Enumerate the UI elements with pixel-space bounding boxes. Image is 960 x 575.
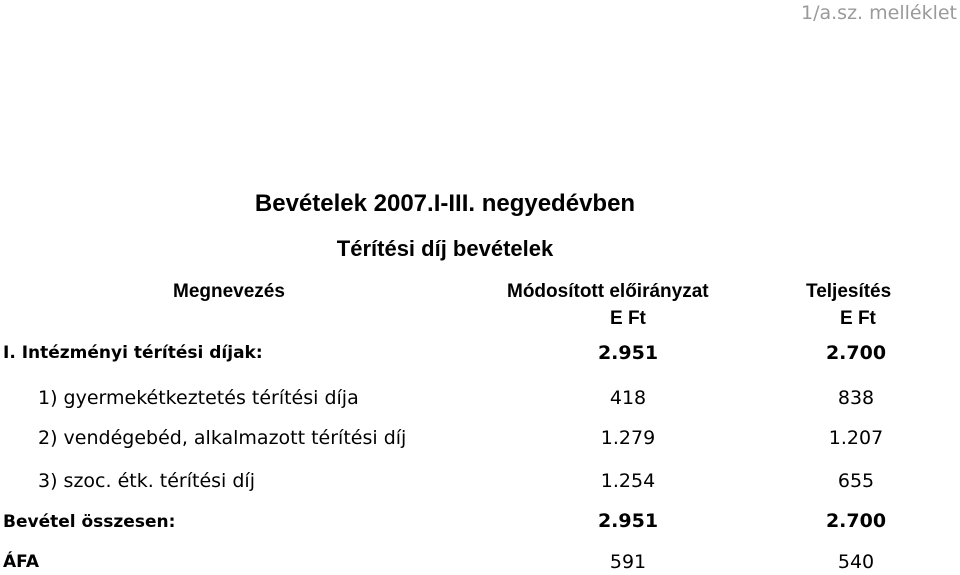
annex-label: 1/a.sz. melléklet [801, 2, 957, 24]
total-label: Bevétel összesen: [3, 512, 176, 532]
header-actual-unit: E Ft [840, 308, 876, 329]
vat-label: ÁFA [3, 552, 39, 572]
row-modified-value: 2.951 [597, 342, 659, 364]
page-subtitle: Térítési díj bevételek [336, 236, 554, 261]
row-modified-value: 1.279 [600, 427, 656, 449]
row-label: 2) vendégebéd, alkalmazott térítési díj [38, 427, 407, 449]
header-actual: Teljesítés [806, 281, 892, 302]
vat-actual-value: 540 [837, 551, 875, 573]
row-actual-value: 838 [837, 387, 875, 409]
header-name: Megnevezés [173, 281, 285, 302]
header-modified-unit: E Ft [610, 308, 646, 329]
page-title: Bevételek 2007.I-III. negyedévben [254, 190, 636, 217]
row-actual-value: 655 [837, 470, 875, 492]
vat-modified-value: 591 [609, 551, 647, 573]
total-actual-value: 2.700 [825, 510, 887, 532]
row-actual-value: 1.207 [828, 427, 884, 449]
row-modified-value: 1.254 [600, 470, 656, 492]
row-label: 3) szoc. étk. térítési díj [38, 470, 255, 492]
row-modified-value: 418 [609, 387, 647, 409]
row-label: 1) gyermekétkeztetés térítési díja [38, 387, 359, 409]
header-modified: Módosított előirányzat [507, 281, 709, 302]
total-modified-value: 2.951 [597, 510, 659, 532]
row-actual-value: 2.700 [825, 342, 887, 364]
row-label: I. Intézményi térítési díjak: [3, 343, 263, 363]
